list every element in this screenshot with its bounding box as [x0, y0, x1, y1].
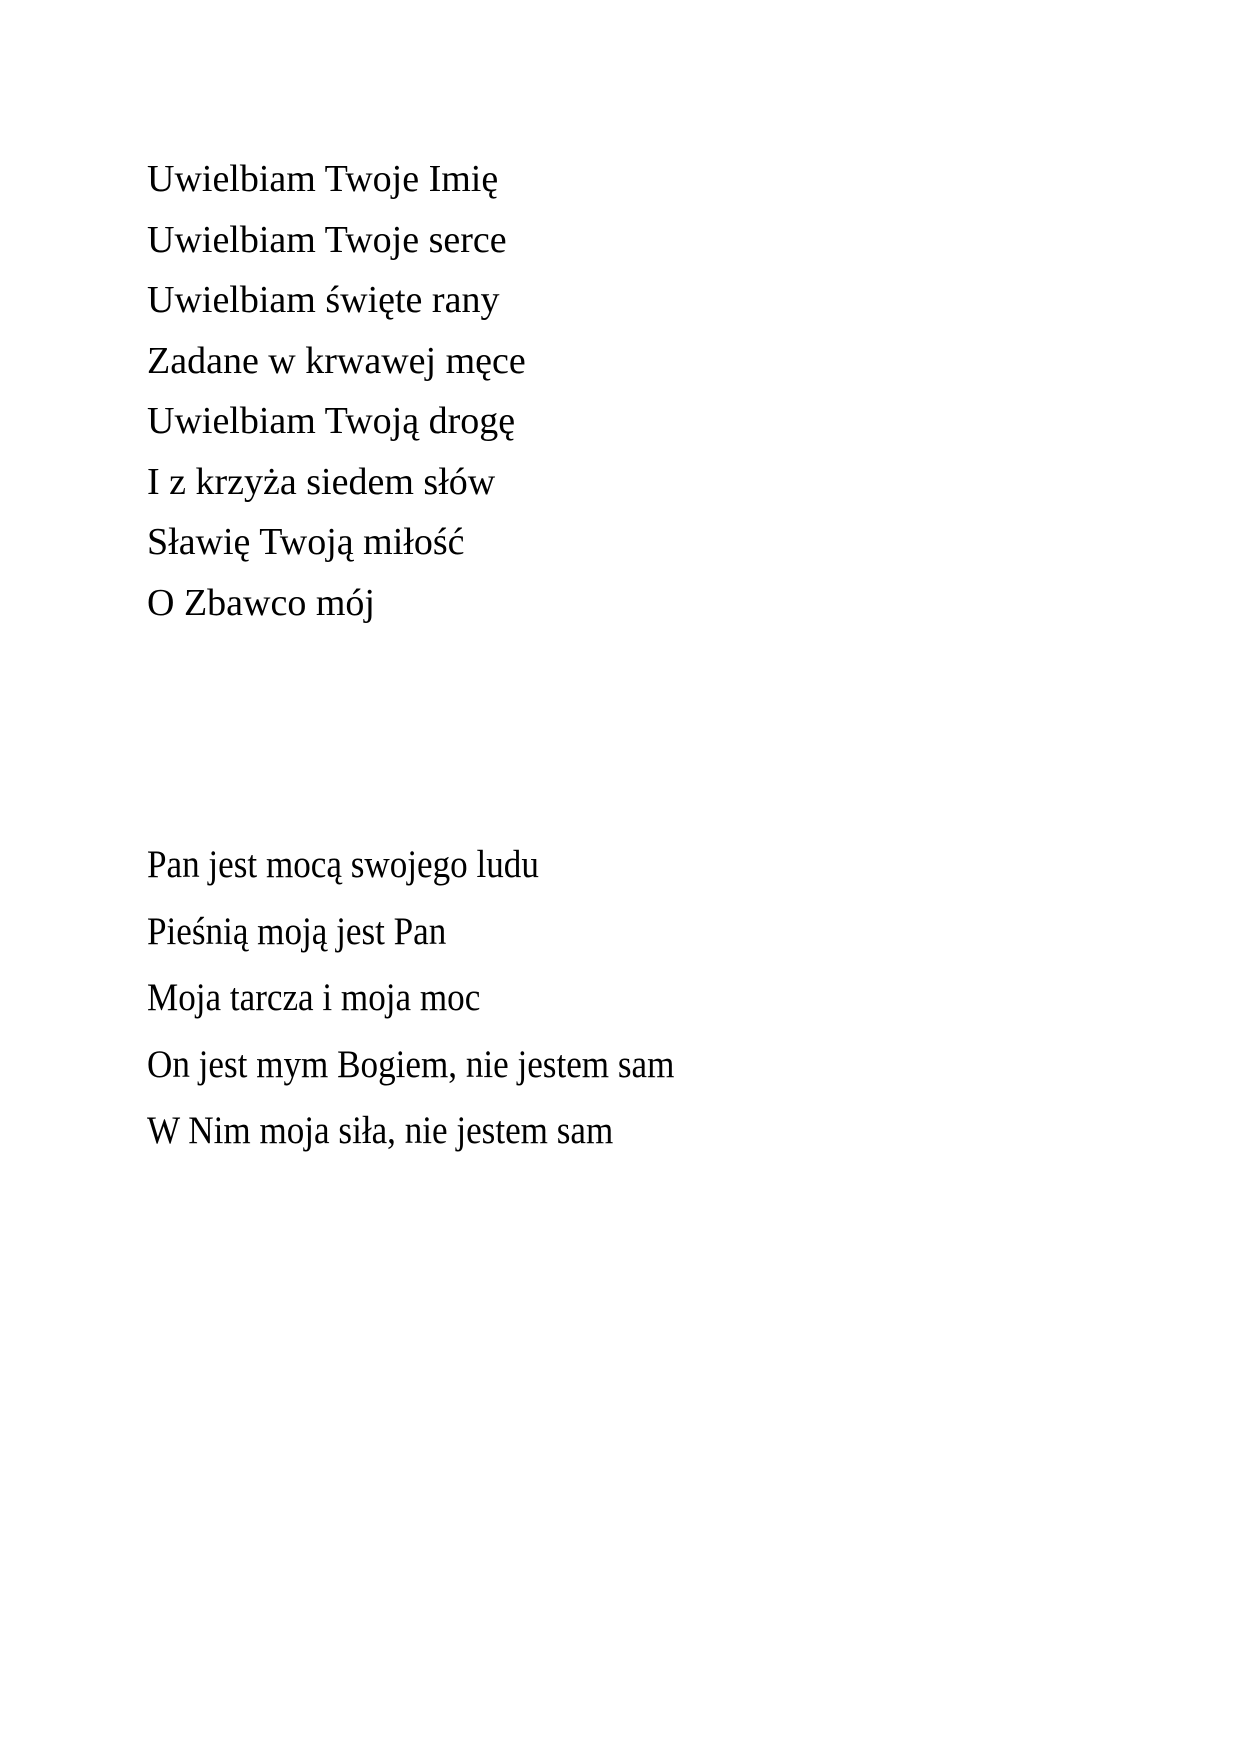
lyric-line: Uwielbiam Twoje serce — [147, 218, 507, 261]
lyric-line: W Nim moja siła, nie jestem sam — [147, 1109, 614, 1152]
stanza-2 — [147, 832, 733, 1165]
lyric-line: O Zbawco mój — [147, 581, 375, 624]
lyric-line: Uwielbiam święte rany — [147, 279, 500, 321]
lyric-line: Sławię Twoją miłość — [147, 521, 465, 563]
stanza-1 — [147, 149, 526, 633]
lyric-line: Pieśnią moją jest Pan — [147, 909, 447, 953]
lyric-line: Zadane w krwawej męce — [147, 339, 526, 382]
lyric-line: Pan jest mocą swojego ludu — [147, 843, 539, 886]
lyric-line: I z krzyża siedem słów — [147, 460, 496, 503]
lyric-line: Uwielbiam Twoje Imię — [147, 158, 499, 200]
lyric-line: Uwielbiam Twoją drogę — [147, 400, 516, 442]
lyric-line: Moja tarcza i moja moc — [147, 976, 481, 1019]
lyric-line: On jest mym Bogiem, nie jestem sam — [147, 1042, 675, 1086]
